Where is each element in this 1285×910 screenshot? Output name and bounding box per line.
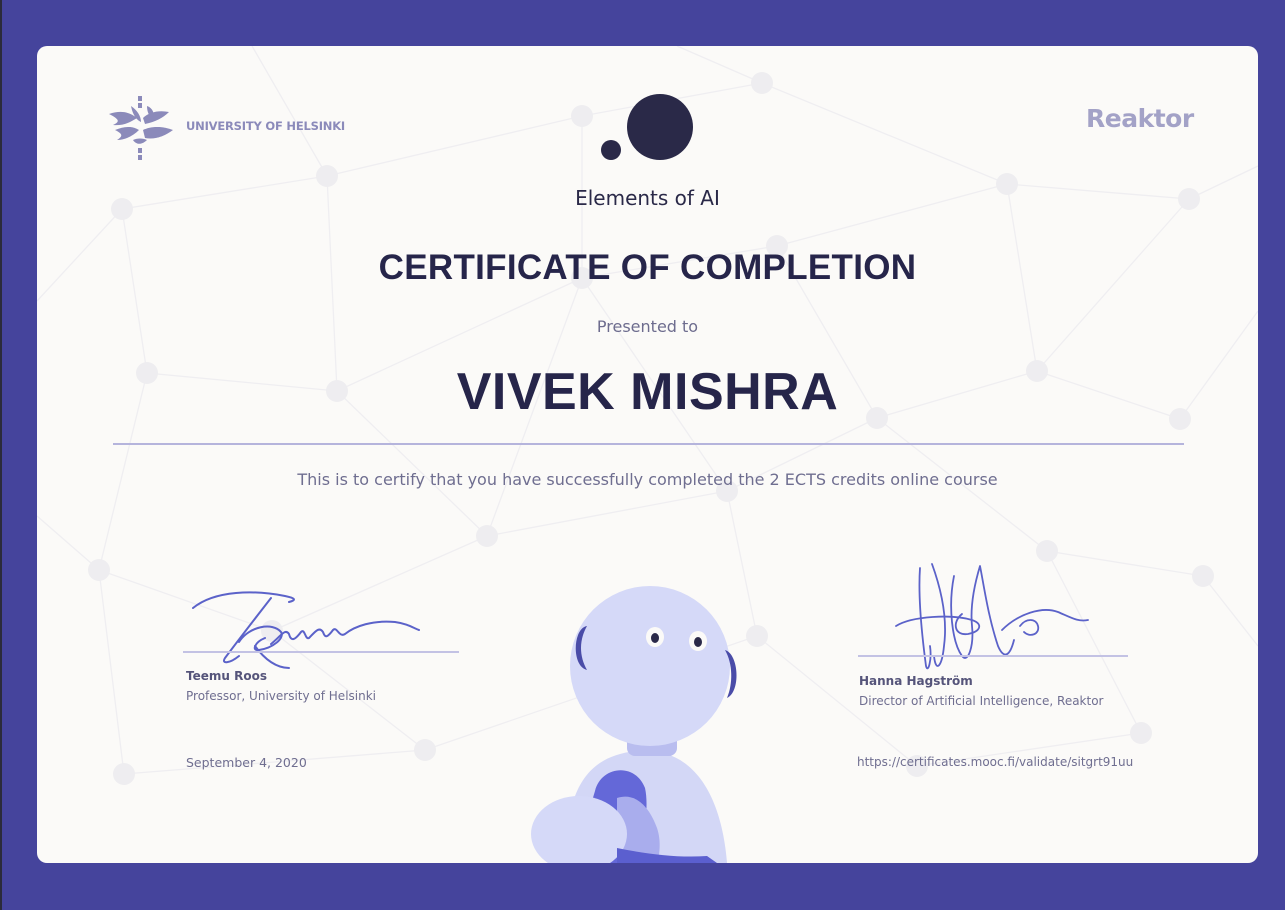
signature-line-right — [858, 655, 1128, 657]
certificate-card — [37, 46, 1258, 863]
signature-teemu-roos-icon — [185, 582, 435, 672]
university-name: UNIVERSITY OF HELSINKI — [186, 119, 346, 133]
name-underline — [113, 443, 1184, 445]
university-of-helsinki-logo-icon — [107, 96, 179, 160]
completion-date: September 4, 2020 — [186, 755, 307, 770]
signatory-title-right: Director of Artificial Intelligence, Reaktor — [859, 694, 1104, 708]
signatory-name-left: Teemu Roos — [186, 669, 267, 683]
signature-line-left — [183, 651, 459, 653]
presented-to-label: Presented to — [596, 317, 699, 336]
course-name: Elements of AI — [575, 186, 720, 210]
recipient-name: VIVEK MISHRA — [456, 363, 839, 421]
elements-of-ai-logo-icon — [597, 92, 697, 162]
signatory-title-left: Professor, University of Helsinki — [186, 689, 376, 703]
signature-hanna-hagstrom-icon — [892, 556, 1092, 681]
certification-statement: This is to certify that you have successfully completed the 2 ECTS credits online course — [297, 470, 998, 489]
robot-illustration-icon — [517, 566, 777, 863]
reaktor-logo: Reaktor — [1086, 104, 1194, 133]
certificate-title: CERTIFICATE OF COMPLETION — [378, 248, 917, 287]
signatory-name-right: Hanna Hagström — [859, 674, 973, 688]
window-edge — [0, 0, 2, 910]
validation-url[interactable]: https://certificates.mooc.fi/validate/sitgrt91uu — [857, 755, 1134, 769]
